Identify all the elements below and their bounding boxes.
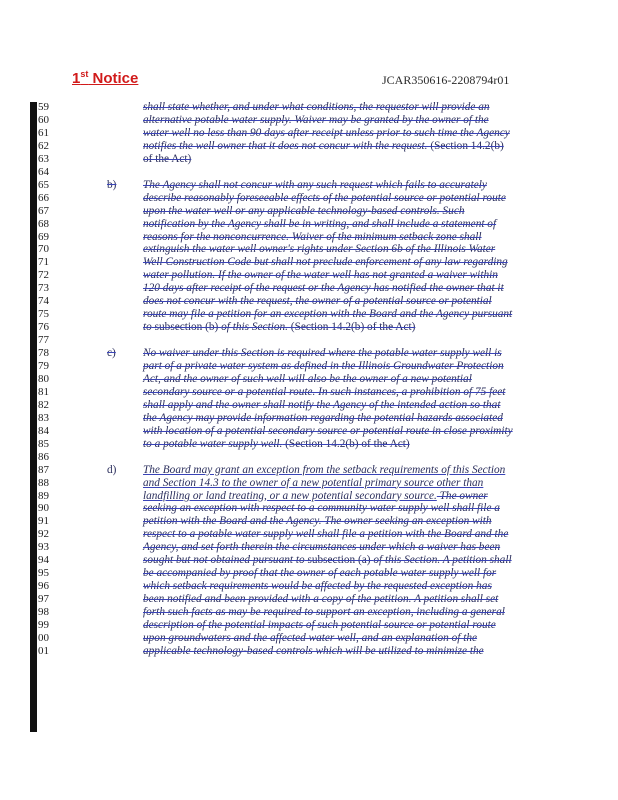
line-number: 76 <box>38 321 49 334</box>
struck-text: to a potable water supply well. <box>143 437 283 450</box>
struck-text: upon groundwaters and the affected water well, and an explanation of the <box>143 631 478 644</box>
line-text <box>143 528 508 541</box>
line-text <box>143 153 191 166</box>
line-text <box>143 101 490 114</box>
struck-text: applicable technology-based controls which will be utilized to minimize the <box>143 644 484 657</box>
document-line <box>0 256 618 269</box>
document-line <box>0 515 618 528</box>
document-line <box>0 541 618 554</box>
line-number: 92 <box>38 528 49 541</box>
inserted-text: The Board may grant an exception from the setback requirements of this Section <box>143 463 506 476</box>
line-text <box>143 282 504 295</box>
struck-text: route may file a petition for an exception with the Board and the Agency pursuant <box>143 308 513 321</box>
struck-text: alternative potable water supply. Waiver may be granted by the owner of the <box>143 113 489 126</box>
inserted-text: and Section 14.3 to the owner of a new potential primary source other than <box>143 476 484 489</box>
struck-text: (Section 14.2(b) of the Act) <box>282 437 410 450</box>
line-number: 75 <box>38 308 49 321</box>
struck-text: forth such facts as may be required to support an exception, including a general <box>143 606 505 619</box>
document-line <box>0 645 618 658</box>
struck-text: description of the potential impacts of such potential source or potential route <box>143 619 496 631</box>
line-text <box>143 269 498 282</box>
line-text <box>143 399 500 412</box>
struck-text: subsection (b) <box>151 321 222 334</box>
line-text <box>143 140 504 153</box>
struck-text: be accompanied by proof that the owner of each potable water supply well for <box>143 567 497 580</box>
subsection-marker: c) <box>107 347 116 360</box>
document-line <box>0 269 618 282</box>
struck-text: 120 days after receipt of the request or the Agency has notified the owner that it <box>143 282 504 295</box>
line-text <box>143 567 496 580</box>
struck-text: water pollution. If the owner of the water well has not granted a waiver within <box>143 269 498 282</box>
jcar-document-id: JCAR350616-2208794r01 <box>382 73 510 87</box>
struck-text: does not concur with the request, the owner of a potential source or potential <box>143 295 492 308</box>
line-text <box>143 541 500 554</box>
line-text <box>143 632 477 645</box>
document-line <box>0 412 618 425</box>
line-number: 91 <box>38 515 49 528</box>
line-text <box>143 425 513 438</box>
line-number: 88 <box>38 476 49 489</box>
document-line <box>0 464 618 477</box>
document-line <box>0 632 618 645</box>
notice-heading <box>72 69 138 87</box>
line-number: 68 <box>38 217 49 230</box>
line-text <box>143 438 410 451</box>
struck-text: upon the water well or any applicable technology-based controls. Such <box>143 204 465 217</box>
document-line <box>0 101 618 114</box>
line-number: 90 <box>38 502 49 515</box>
line-number: 83 <box>38 411 49 424</box>
struck-text: Act, and the owner of such well will also be the owner of a new potential <box>143 372 472 385</box>
document-line <box>0 243 618 256</box>
document-line <box>0 373 618 386</box>
line-number: 93 <box>38 541 49 554</box>
struck-text: No waiver under this Section is required where the potable water supply well is <box>143 347 502 360</box>
line-number: 80 <box>38 372 49 385</box>
line-text <box>143 464 505 477</box>
document-line <box>0 231 618 244</box>
line-text <box>143 231 482 244</box>
line-number: 59 <box>38 101 49 113</box>
line-number: 84 <box>38 424 49 437</box>
struck-text: The Agency shall not concur with any such request which fails to accurately <box>143 178 487 191</box>
struck-text: sought but not obtained pursuant to <box>143 554 305 567</box>
line-text <box>143 606 505 619</box>
document-line <box>0 321 618 334</box>
line-number: 66 <box>38 191 49 204</box>
struck-text: (Section 14.2(b) <box>427 139 504 152</box>
document-line <box>0 438 618 451</box>
line-number: 61 <box>38 126 49 139</box>
line-text <box>143 645 484 658</box>
line-number: 64 <box>38 165 49 178</box>
struck-text: shall apply and the owner shall notify the Agency of the intended action so that <box>143 398 501 411</box>
line-number: 60 <box>38 113 49 126</box>
document-line <box>0 606 618 619</box>
document-line <box>0 308 618 321</box>
struck-text: (Section 14.2(b) of the Act) <box>287 321 416 334</box>
line-text <box>143 412 503 425</box>
line-number: 86 <box>38 450 49 463</box>
document-line <box>0 554 618 567</box>
document-line <box>0 295 618 308</box>
line-number: 94 <box>38 554 49 567</box>
struck-text: respect to a potable water supply well shall file a petition with the Board and the <box>143 528 509 541</box>
struck-text: water well no less than 90 days after receipt unless prior to such time the Agency <box>143 126 510 139</box>
document-line <box>0 205 618 218</box>
document-line <box>0 153 618 166</box>
notice-word: Notice <box>88 70 139 87</box>
line-number: 85 <box>38 437 49 450</box>
document-line <box>0 399 618 412</box>
line-text <box>143 477 483 490</box>
line-text <box>143 218 496 231</box>
struck-text: reasons for the nonconcurrence. Waiver of the minimum setback zone shall <box>143 230 482 243</box>
document-line <box>0 580 618 593</box>
struck-text: been notified and been provided with a copy of the petition. A petition shall set <box>143 593 499 606</box>
line-text <box>143 386 505 399</box>
line-text <box>143 127 510 140</box>
document-line <box>0 127 618 140</box>
line-number: 89 <box>38 489 49 502</box>
struck-text: The owner <box>436 489 488 502</box>
document-line <box>0 528 618 541</box>
document-line <box>0 360 618 373</box>
document-line <box>0 192 618 205</box>
line-number: 70 <box>38 243 49 256</box>
document-line <box>0 451 618 464</box>
struck-text: with location of a potential secondary source or potential route in close proximity <box>143 424 513 437</box>
line-text <box>143 295 492 308</box>
line-text <box>143 243 495 256</box>
line-number: 78 <box>38 347 49 360</box>
struck-text: Agency, and set forth therein the circumstances under which a waiver has been <box>143 541 501 554</box>
struck-text: notification by the Agency shall be in writing, and shall include a statement of <box>143 217 497 230</box>
line-text <box>143 580 492 593</box>
document-line <box>0 567 618 580</box>
line-text <box>143 256 508 269</box>
struck-text: secondary source or a potential route. In such instances, a prohibition of 75 feet <box>143 385 506 398</box>
document-line <box>0 140 618 153</box>
line-text <box>143 205 465 218</box>
line-text <box>143 114 489 127</box>
struck-text: part of a private water system as defined in the Illinois Groundwater Protection <box>143 360 504 372</box>
struck-text: describe reasonably foreseeable effects of the potential source or potential route <box>143 191 506 204</box>
line-number: 95 <box>38 567 49 580</box>
document-line <box>0 218 618 231</box>
document-line <box>0 490 618 503</box>
struck-text: which setback requirements would be affected by the requested exception has <box>143 580 492 593</box>
struck-text: the Agency may provide information regarding the potential hazards associated <box>143 411 503 424</box>
line-number: 99 <box>38 619 49 631</box>
line-text <box>143 179 487 192</box>
line-text <box>143 192 506 205</box>
line-number: 98 <box>38 606 49 619</box>
struck-text: notifies the well owner that it does not concur with the request. <box>143 139 428 152</box>
line-text <box>143 360 504 373</box>
line-number: 87 <box>38 463 49 476</box>
struck-text: to <box>143 321 152 334</box>
document-line <box>0 347 618 360</box>
line-number: 81 <box>38 385 49 398</box>
line-text <box>143 321 415 334</box>
line-text <box>143 554 512 567</box>
line-text <box>143 619 496 632</box>
line-number: 97 <box>38 593 49 606</box>
struck-text: of the Act) <box>143 152 192 165</box>
line-number: 01 <box>38 644 49 657</box>
line-number: 82 <box>38 398 49 411</box>
struck-text: of this Section. <box>221 321 288 334</box>
struck-text: shall state whether, and under what conditions, the requestor will provide an <box>143 101 490 113</box>
document-line <box>0 179 618 192</box>
notice-ordinal-suffix: st <box>80 69 89 79</box>
inserted-text: landfilling or land treating, or a new potential secondary source. <box>143 489 437 502</box>
subsection-marker: d) <box>107 463 117 476</box>
line-number: 65 <box>38 178 49 191</box>
line-number: 71 <box>38 256 49 269</box>
document-line <box>0 477 618 490</box>
line-number: 63 <box>38 152 49 165</box>
document-line <box>0 386 618 399</box>
line-text <box>143 593 498 606</box>
line-text <box>143 490 488 503</box>
document-line <box>0 166 618 179</box>
subsection-marker: b) <box>107 178 117 191</box>
line-text <box>143 373 472 386</box>
struck-text: extinguish the water well owner's rights under Section 6b of the Illinois Water <box>143 243 496 256</box>
document-line <box>0 619 618 632</box>
line-number: 73 <box>38 282 49 295</box>
line-number: 00 <box>38 631 49 644</box>
document-line <box>0 282 618 295</box>
document-line <box>0 502 618 515</box>
line-number: 79 <box>38 360 49 372</box>
line-number: 72 <box>38 269 49 282</box>
struck-text: of this Section. A petition shall <box>373 554 512 567</box>
line-number: 67 <box>38 204 49 217</box>
document-line <box>0 334 618 347</box>
line-number: 69 <box>38 230 49 243</box>
struck-text: subsection (a) <box>304 554 374 567</box>
struck-text: petition with the Board and the Agency. The owner seeking an exception with <box>143 515 492 528</box>
document-line <box>0 593 618 606</box>
notice-number: 1 <box>72 70 81 87</box>
line-number: 74 <box>38 295 49 308</box>
struck-text: seeking an exception with respect to a community water supply well shall file a <box>143 502 500 515</box>
struck-text: Well Construction Code but shall not preclude enforcement of any law regarding <box>143 256 508 269</box>
line-text <box>143 347 502 360</box>
document-line <box>0 425 618 438</box>
document-line <box>0 114 618 127</box>
line-number: 77 <box>38 334 49 347</box>
line-text <box>143 515 492 528</box>
line-text <box>143 308 512 321</box>
line-text <box>143 502 500 515</box>
line-number: 96 <box>38 580 49 593</box>
line-number: 62 <box>38 139 49 152</box>
